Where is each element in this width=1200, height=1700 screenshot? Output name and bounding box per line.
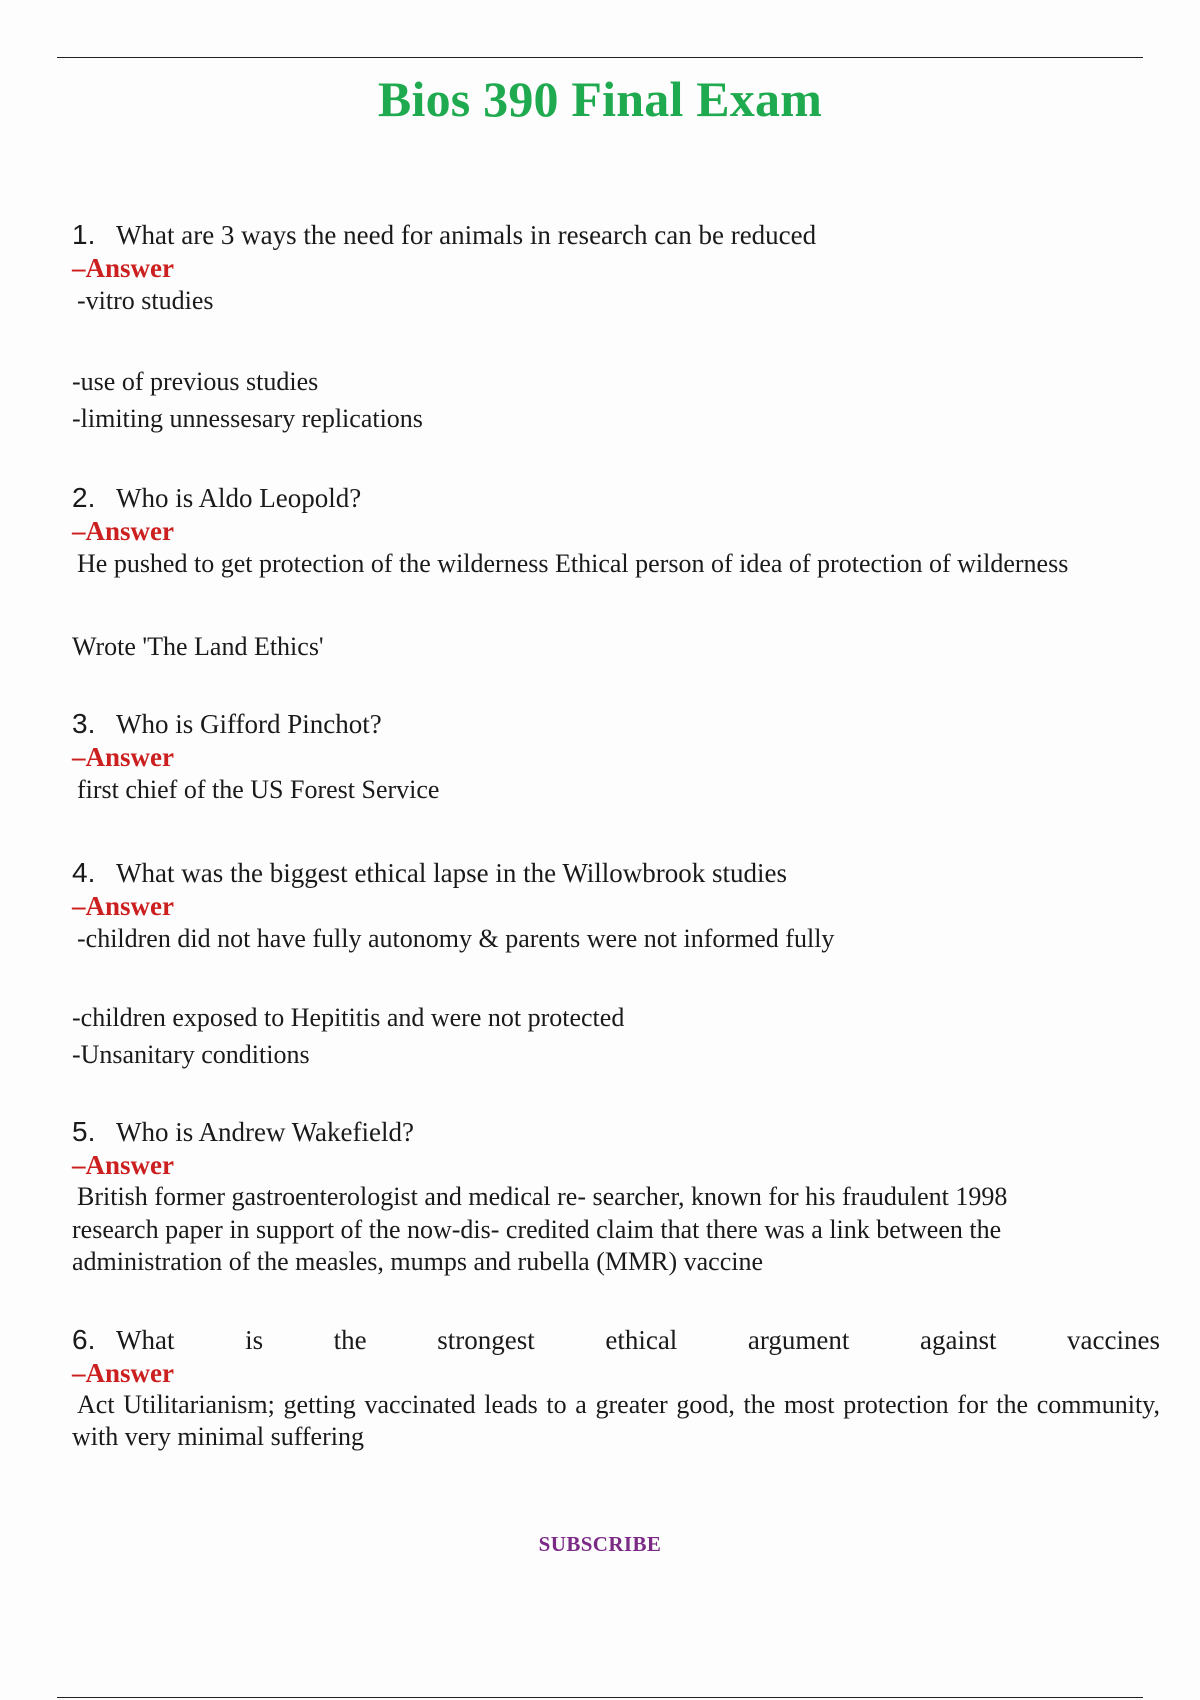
subscribe-link[interactable]: SUBSCRIBE bbox=[538, 1532, 662, 1556]
answer-line: He pushed to get protection of the wilderness Ethical person of idea of protection of wilderness bbox=[77, 549, 1069, 578]
answer-label: –Answer bbox=[72, 516, 174, 546]
question-5 bbox=[72, 1115, 1160, 1279]
answer-line: first chief of the US Forest Service bbox=[77, 775, 440, 804]
top-rule bbox=[57, 57, 1143, 58]
answer-line: -Unsanitary conditions bbox=[72, 1040, 310, 1069]
question-list bbox=[72, 218, 1160, 1454]
answer-label: –Answer bbox=[72, 253, 174, 283]
page-title: Bios 390 Final Exam bbox=[377, 71, 823, 127]
question-1 bbox=[72, 218, 1160, 435]
question-text: Who is Aldo Leopold? bbox=[116, 483, 362, 513]
bottom-rule bbox=[57, 1697, 1143, 1698]
answer-line: -vitro studies bbox=[77, 286, 214, 315]
answer-line: -limiting unnessesary replications bbox=[72, 404, 423, 433]
question-number: 4. bbox=[72, 857, 96, 888]
question-text: Who is Andrew Wakefield? bbox=[116, 1117, 414, 1147]
question-4 bbox=[72, 856, 1160, 1071]
answer-line: -use of previous studies bbox=[72, 367, 319, 396]
answer-line: Wrote 'The Land Ethics' bbox=[72, 632, 324, 661]
question-text: Who is Gifford Pinchot? bbox=[116, 709, 382, 739]
question-6 bbox=[72, 1323, 1160, 1454]
answer-paragraph: Act Utilitarianism; getting vaccinated leads to a greater good, the most protection for the community, with very minimal suffering bbox=[72, 1389, 1160, 1451]
question-3 bbox=[72, 707, 1160, 806]
question-number: 1. bbox=[72, 219, 96, 250]
question-number: 3. bbox=[72, 708, 96, 739]
answer-label: –Answer bbox=[72, 891, 174, 921]
question-number: 5. bbox=[72, 1116, 96, 1147]
answer-line: -children did not have fully autonomy & parents were not informed fully bbox=[77, 924, 835, 953]
question-2 bbox=[72, 481, 1160, 663]
question-text: What was the biggest ethical lapse in the Willowbrook studies bbox=[116, 858, 788, 888]
answer-label: –Answer bbox=[72, 1357, 174, 1388]
answer-paragraph: British former gastroenterologist and medical re- searcher, known for his fraudulent 1998 research paper in support of the now-dis- credited claim that there was a link between the administration of the measles, mumps and rubella (MMR) vaccine bbox=[72, 1182, 1008, 1276]
answer-label: –Answer bbox=[72, 742, 174, 772]
answer-label: –Answer bbox=[72, 1150, 174, 1180]
question-number: 2. bbox=[72, 482, 96, 513]
question-text: What is the strongest ethical argument against vaccines bbox=[116, 1324, 1160, 1355]
question-text: What are 3 ways the need for animals in research can be reduced bbox=[116, 220, 817, 250]
answer-line: -children exposed to Hepititis and were not protected bbox=[72, 1003, 625, 1032]
question-number: 6. bbox=[72, 1323, 96, 1355]
